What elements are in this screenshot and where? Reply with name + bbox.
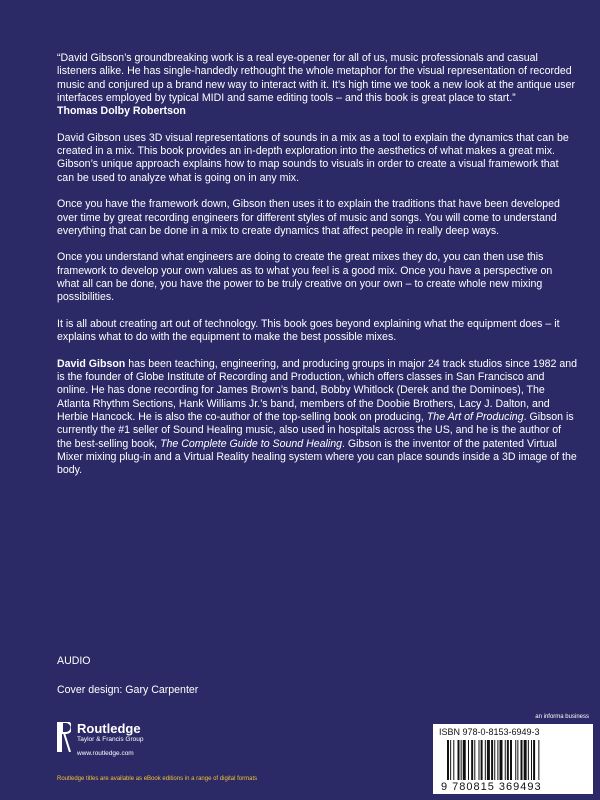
barcode-bar xyxy=(463,740,466,780)
barcode-bar xyxy=(481,740,483,780)
barcode-bar xyxy=(471,740,473,780)
barcode-bar xyxy=(497,740,498,780)
subject-category: AUDIO xyxy=(57,655,91,667)
barcode-bar xyxy=(507,740,509,780)
author-bio xyxy=(57,358,577,478)
author-name: David Gibson xyxy=(57,357,126,370)
isbn-text: ISBN 978-0-8153-6949-3 xyxy=(439,727,540,737)
bio-text: . Gibson is the inventor of the patented Virtual Mixer mixing plug-in and a Virtual Reality healing system where you can place sounds inside a 3D image of the body. xyxy=(57,437,577,477)
barcode-area xyxy=(433,716,593,794)
availability-note: Routledge titles are available as eBook editions in a range of digital formats xyxy=(57,776,258,782)
barcode-bar xyxy=(447,740,449,780)
publisher-logo xyxy=(57,722,187,764)
barcode-bar xyxy=(453,740,454,780)
barcode-bar xyxy=(533,740,535,780)
routledge-r-icon xyxy=(57,722,71,752)
barcode-bar xyxy=(485,740,486,780)
barcode-bar xyxy=(479,740,480,780)
barcode-bar xyxy=(510,740,512,780)
publisher-name: Routledge xyxy=(77,721,141,736)
publisher-subtitle: Taylor & Francis Group xyxy=(77,736,144,743)
description-paragraph: It is all about creating art out of technology. This book goes beyond explaining what the equipment does – it explains what to do with the equipment to make the best possible mixes. xyxy=(57,317,560,344)
book-title: The Art of Producing xyxy=(426,411,524,424)
back-cover-text xyxy=(57,52,577,491)
barcode-digits: 9 780815 369493 xyxy=(441,781,542,793)
barcode-bar xyxy=(515,740,516,780)
quote-author: Thomas Dolby Robertson xyxy=(57,105,186,118)
barcode-bar xyxy=(524,740,527,780)
barcode-bar xyxy=(517,740,518,780)
cover-design-credit: Cover design: Gary Carpenter xyxy=(57,684,199,696)
barcode-bar xyxy=(461,740,462,780)
barcode-bar xyxy=(487,740,490,780)
description-paragraph: Once you have the framework down, Gibson then uses it to explain the traditions that have been developed over time by great recording engineers for different styles of music and songs. You will come to understand everything that can be done in a mix to create dynamics that affect people in really deep ways. xyxy=(57,198,560,237)
barcode-bar xyxy=(468,740,469,780)
quote-block xyxy=(57,52,577,118)
barcode-bar xyxy=(450,740,451,780)
bio-text: . Gibson is currently the #1 seller of Sound Healing music, also used in hospitals across the US, and he is the author of the best-selling book, xyxy=(57,411,574,450)
quote-text: “David Gibson’s groundbreaking work is a real eye-opener for all of us, music professionals and casual listeners alike. He has single-handedly rethought the whole metaphor for the visual representation of recorded music and conjured up a brand new way to interact with it. It’s high time we took a new look at the antique user interfaces employed by typical MIDI and same editing tools – and this book is great place to start.” xyxy=(57,52,576,104)
barcode-bar xyxy=(521,740,523,780)
barcode-bar xyxy=(538,740,539,780)
description-paragraph: Once you understand what engineers are doing to create the great mixes they do, you can then use this framework to develop your own values as to what you feel is a good mix. Once you have a perspective on what all can be done, you have the power to be truly creative on your own – to create whole new mixing possibilities. xyxy=(57,251,553,304)
barcode-bar xyxy=(528,740,529,780)
barcode-bar xyxy=(491,740,493,780)
barcode-bar xyxy=(500,740,503,780)
book-title: The Complete Guide to Sound Healing xyxy=(160,437,343,450)
barcode-icon xyxy=(447,740,585,780)
description-paragraph: David Gibson uses 3D visual representations of sounds in a mix as a tool to explain the dynamics that can be created in a mix. This book provides an in-depth exploration into the aesthetics of what makes a great mix. Gibson’s unique approach explains how to map sounds to visuals in order to create a visual framework that can be used to analyze what is going on in any mix. xyxy=(57,131,569,184)
informa-label: an informa business xyxy=(535,714,589,720)
barcode-bar xyxy=(474,740,475,780)
barcode-panel xyxy=(433,724,593,794)
barcode-bar xyxy=(505,740,506,780)
bio-text: has been teaching, engineering, and producing groups in major 24 track studios since 1982 and is the founder of Globe Institute of Recording and Production, which offers classes in San Francisco and online. He has done recording for James Brown’s band, Bobby Whitlock (Derek and the Dominoes), The Atlanta Rhythm Sections, Hank Williams Jr.’s band, members of the Doobie Brothers, Lacy J. Dalton, and Herbie Hancock. He is also the co-author of the top-selling book on producing, xyxy=(57,357,577,424)
barcode-bar xyxy=(494,740,495,780)
barcode-bar xyxy=(458,740,460,780)
barcode-bar xyxy=(531,740,532,780)
publisher-website: www.routledge.com xyxy=(77,750,134,757)
